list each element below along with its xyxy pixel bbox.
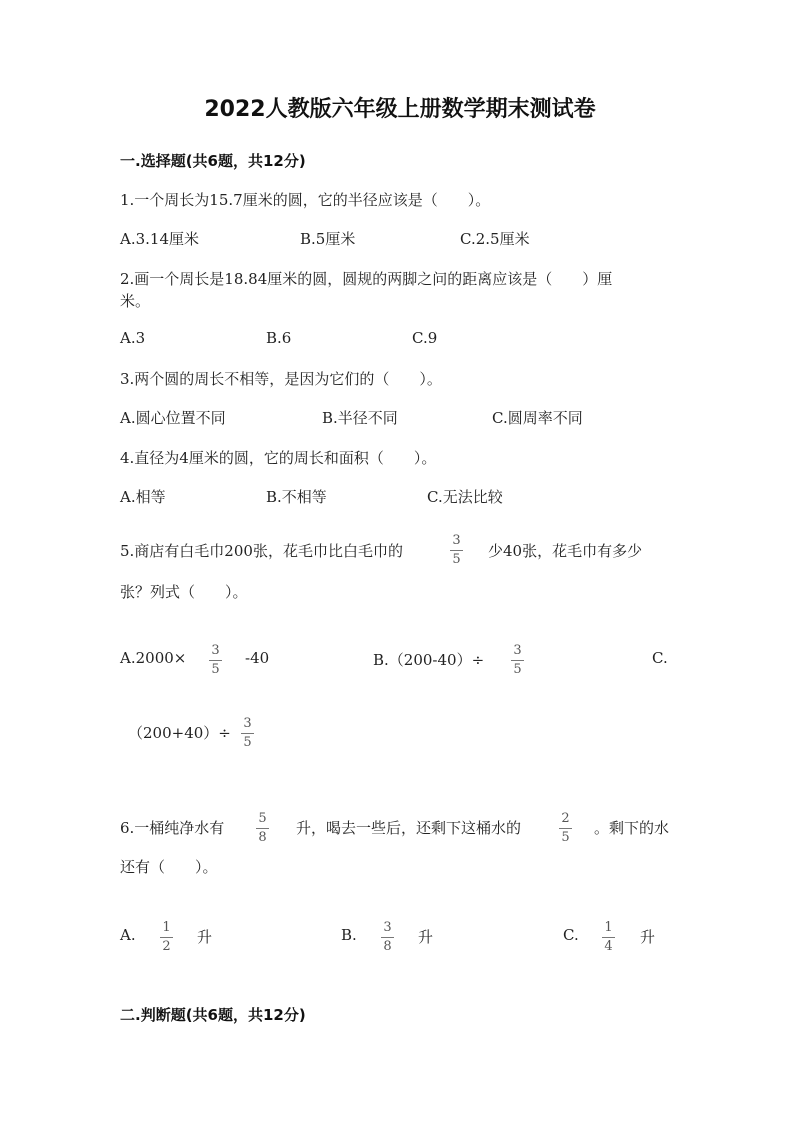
question-5-stem-fraction bbox=[450, 533, 463, 568]
question-1-stem: 1.一个周长为15.7厘米的圆，它的半径应该是（ ）。 bbox=[120, 191, 491, 209]
section-heading-judgement: 二.判断题(共6题，共12分) bbox=[120, 1006, 306, 1024]
fraction-bar bbox=[381, 937, 394, 938]
fraction-bar bbox=[256, 828, 269, 829]
fraction-bar bbox=[209, 660, 222, 661]
question-3-stem: 3.两个圆的周长不相等，是因为它们的（ ）。 bbox=[120, 370, 442, 388]
fraction-bar bbox=[511, 660, 524, 661]
question-4-option-a: A.相等 bbox=[120, 488, 166, 506]
fraction-denominator: 5 bbox=[561, 830, 570, 845]
fraction-numerator: 5 bbox=[258, 811, 267, 826]
fraction-numerator: 3 bbox=[383, 920, 392, 935]
fraction-numerator: 3 bbox=[243, 716, 252, 731]
fraction-bar bbox=[450, 550, 463, 551]
question-5-stem-part2: 少40张，花毛巾有多少 bbox=[488, 542, 643, 560]
question-3-option-b: B.半径不同 bbox=[322, 409, 398, 427]
question-1-option-a: A.3.14厘米 bbox=[120, 230, 199, 248]
question-3-option-c: C.圆周率不同 bbox=[492, 409, 583, 427]
fraction-denominator: 8 bbox=[258, 830, 267, 845]
page-title: 2022人教版六年级上册数学期末测试卷 bbox=[204, 97, 596, 122]
fraction-numerator: 3 bbox=[211, 643, 220, 658]
question-2-option-b: B.6 bbox=[266, 329, 292, 347]
question-6-option-a-label: A. bbox=[120, 926, 136, 944]
question-5-stem-line2: 张？列式（ ）。 bbox=[120, 583, 248, 601]
question-6-stem-line2: 还有（ ）。 bbox=[120, 858, 218, 876]
question-6-option-b-fraction bbox=[381, 920, 394, 955]
fraction-denominator: 5 bbox=[513, 662, 522, 677]
question-3-option-a: A.圆心位置不同 bbox=[120, 409, 226, 427]
fraction-denominator: 8 bbox=[383, 939, 392, 954]
question-5-option-b-fraction bbox=[511, 643, 524, 678]
question-5-option-a-prefix: A.2000× bbox=[120, 649, 187, 667]
fraction-denominator: 5 bbox=[243, 735, 252, 750]
question-5-option-c-fraction bbox=[241, 716, 254, 751]
question-5-option-a-fraction bbox=[209, 643, 222, 678]
fraction-bar bbox=[602, 937, 615, 938]
question-2-stem-line2: 米。 bbox=[120, 292, 151, 310]
question-6-stem-part2: 升，喝去一些后，还剩下这桶水的 bbox=[296, 819, 522, 837]
fraction-denominator: 5 bbox=[211, 662, 220, 677]
question-6-option-c-label: C. bbox=[563, 926, 579, 944]
question-5-option-c-prefix: （200+40）÷ bbox=[128, 724, 231, 742]
fraction-bar bbox=[241, 733, 254, 734]
question-4-option-c: C.无法比较 bbox=[427, 488, 503, 506]
question-6-stem-fraction-1 bbox=[256, 811, 269, 846]
fraction-denominator: 5 bbox=[452, 552, 461, 567]
question-5-option-b-prefix: B.（200-40）÷ bbox=[373, 651, 485, 669]
fraction-numerator: 1 bbox=[162, 920, 171, 935]
question-2-option-a: A.3 bbox=[120, 329, 146, 347]
question-6-option-a-unit: 升 bbox=[197, 928, 213, 946]
question-1-option-b: B.5厘米 bbox=[300, 230, 356, 248]
fraction-numerator: 3 bbox=[513, 643, 522, 658]
question-5-option-a-suffix: -40 bbox=[245, 649, 270, 667]
question-6-stem-part3: 。剩下的水 bbox=[594, 819, 670, 837]
fraction-denominator: 2 bbox=[162, 939, 171, 954]
question-6-option-a-fraction bbox=[160, 920, 173, 955]
section-heading-choice: 一.选择题(共6题，共12分) bbox=[120, 152, 306, 170]
question-5-stem-part1: 5.商店有白毛巾200张，花毛巾比白毛巾的 bbox=[120, 542, 403, 560]
fraction-bar bbox=[160, 937, 173, 938]
fraction-bar bbox=[559, 828, 572, 829]
question-6-stem-part1: 6.一桶纯净水有 bbox=[120, 819, 225, 837]
fraction-numerator: 1 bbox=[604, 920, 613, 935]
question-2-option-c: C.9 bbox=[412, 329, 438, 347]
question-6-stem-fraction-2 bbox=[559, 811, 572, 846]
fraction-numerator: 3 bbox=[452, 533, 461, 548]
question-6-option-b-label: B. bbox=[341, 926, 357, 944]
question-4-option-b: B.不相等 bbox=[266, 488, 327, 506]
question-6-option-c-fraction bbox=[602, 920, 615, 955]
fraction-denominator: 4 bbox=[604, 939, 613, 954]
question-4-stem: 4.直径为4厘米的圆，它的周长和面积（ ）。 bbox=[120, 449, 437, 467]
question-2-stem-line1: 2.画一个周长是18.84厘米的圆，圆规的两脚之问的距离应该是（ ）厘 bbox=[120, 270, 613, 288]
question-6-option-c-unit: 升 bbox=[640, 928, 656, 946]
question-1-option-c: C.2.5厘米 bbox=[460, 230, 530, 248]
question-5-option-c-label: C. bbox=[652, 649, 668, 667]
fraction-numerator: 2 bbox=[561, 811, 570, 826]
question-6-option-b-unit: 升 bbox=[418, 928, 434, 946]
